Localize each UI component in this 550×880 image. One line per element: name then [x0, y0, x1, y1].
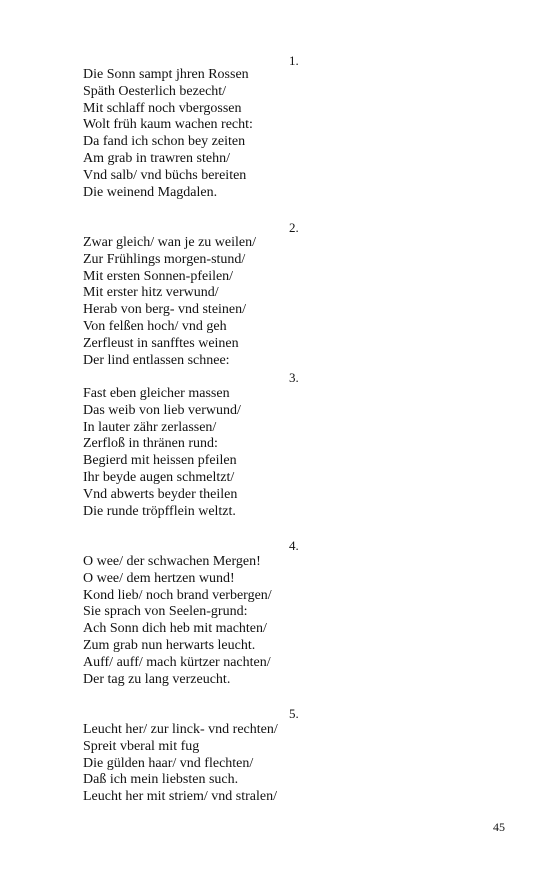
verse-line: Die Sonn sampt jhren Rossen [83, 67, 249, 82]
verse-line: Wolt früh kaum wachen recht: [83, 117, 253, 133]
verse-line: Das weib von lieb verwund/ [83, 402, 241, 418]
verse-line: Spreit vberal mit fug [83, 738, 200, 754]
verse-line: Fast eben gleicher massen [83, 386, 230, 401]
stanza-1 [83, 67, 323, 201]
stanza-number-5: 5. [289, 706, 299, 721]
verse-line: Die runde tröpfflein weltzt. [83, 503, 236, 519]
verse-line: Vnd salb/ vnd büchs bereiten [83, 167, 247, 183]
verse-line: Sie sprach von Seelen-grund: [83, 604, 248, 620]
verse-line: Ihr beyde augen schmeltzt/ [83, 469, 235, 485]
stanza-5 [83, 722, 323, 806]
verse-line: Die weinend Magdalen. [83, 184, 218, 200]
verse-line: Da fand ich schon bey zeiten [83, 134, 246, 150]
stanza-number-3: 3. [289, 370, 299, 385]
verse-line: Der lind entlassen schnee: [83, 352, 230, 368]
verse-line: Der tag zu lang verzeucht. [83, 671, 231, 687]
verse-line: Zum grab nun herwarts leucht. [83, 637, 256, 653]
verse-line: Zerfloß in thränen rund: [83, 436, 218, 452]
verse-line: Mit schlaff noch vbergossen [83, 100, 242, 116]
verse-line: Späth Oesterlich bezecht/ [83, 83, 227, 99]
verse-line: Begierd mit heissen pfeilen [83, 453, 237, 469]
verse-line: O wee/ dem hertzen wund! [83, 570, 235, 586]
stanza-number-2: 2. [289, 220, 299, 235]
verse-line: Leucht her/ zur linck- vnd rechten/ [83, 722, 278, 737]
verse-line: Mit erster hitz verwund/ [83, 285, 219, 301]
verse-line: Ach Sonn dich heb mit machten/ [83, 621, 267, 637]
verse-line: Daß ich mein liebsten such. [83, 772, 239, 788]
stanza-number-4: 4. [289, 538, 299, 553]
verse-line: Von felßen hoch/ vnd geh [83, 318, 227, 334]
verse-line: Auff/ auff/ mach kürtzer nachten/ [83, 654, 271, 670]
verse-line: Am grab in trawren stehn/ [83, 150, 230, 166]
verse-line: O wee/ der schwachen Mergen! [83, 554, 261, 569]
page-number: 45 [493, 820, 505, 834]
verse-line: Leucht her mit striem/ vnd stralen/ [83, 789, 278, 805]
stanza-2 [83, 235, 323, 369]
verse-line: Die gülden haar/ vnd flechten/ [83, 755, 254, 771]
verse-line: Zwar gleich/ wan je zu weilen/ [83, 235, 256, 250]
verse-line: Mit ersten Sonnen-pfeilen/ [83, 268, 234, 284]
verse-line: Herab von berg- vnd steinen/ [83, 302, 247, 318]
verse-line: Zur Frühlings morgen-stund/ [83, 251, 246, 267]
verse-line: Kond lieb/ noch brand verbergen/ [83, 587, 272, 603]
verse-line: Zerfleust in sanfftes weinen [83, 335, 239, 351]
stanza-number-1: 1. [289, 53, 299, 68]
stanza-4 [83, 554, 323, 688]
verse-line: In lauter zähr zerlassen/ [83, 419, 217, 435]
stanza-3 [83, 386, 323, 520]
verse-line: Vnd abwerts beyder theilen [83, 486, 238, 502]
